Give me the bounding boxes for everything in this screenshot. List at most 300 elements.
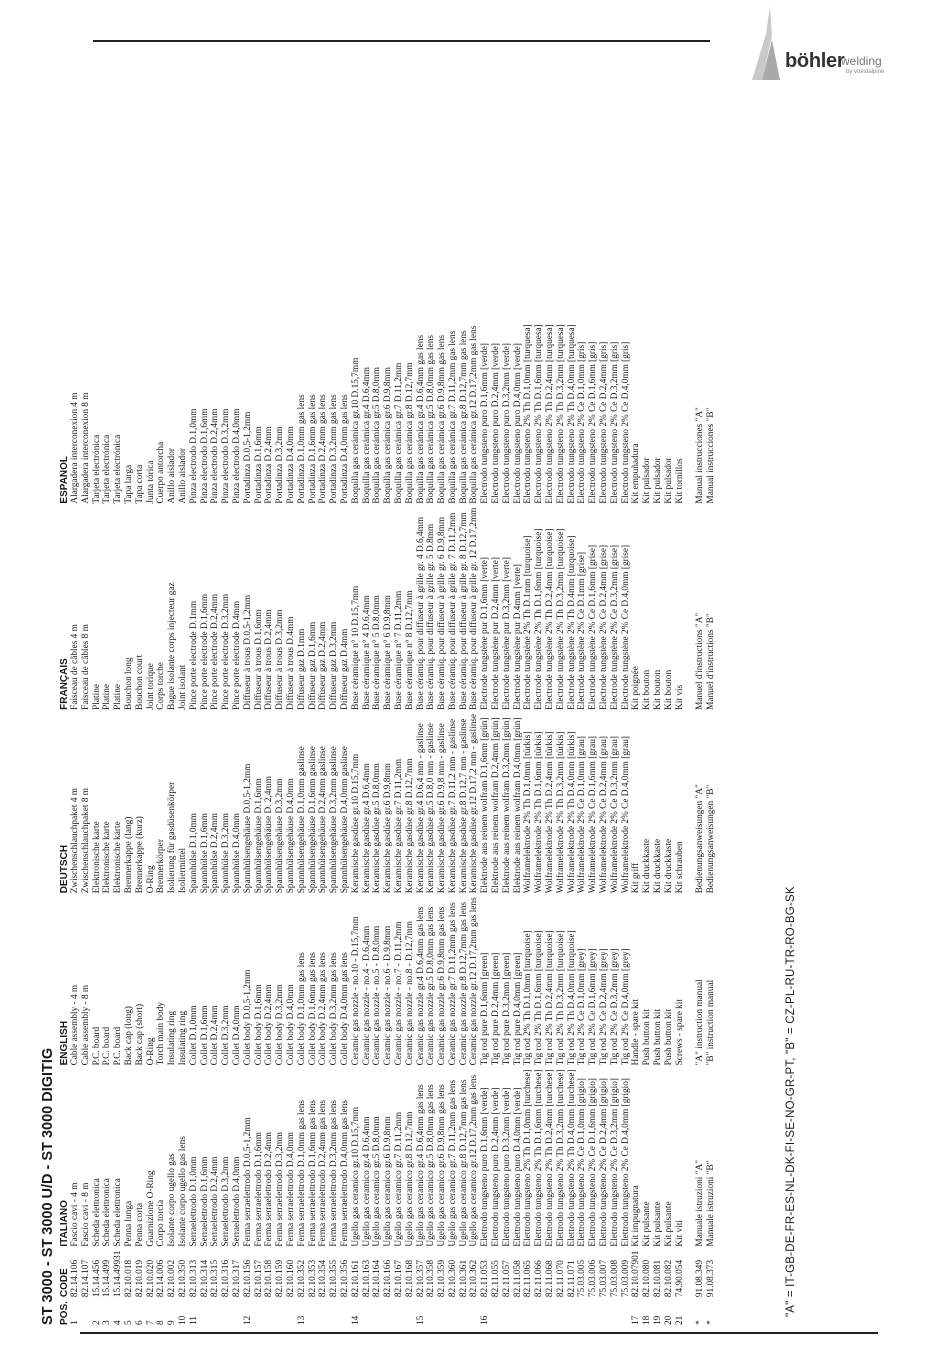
pos-cell: 17 — [631, 1315, 642, 1325]
francais-cell: Buse céramiq. pour diffuseur à grille gr. 7 D.11,2mm — [447, 512, 458, 710]
deutsch-cell: Keramische gasdüse gr.4 D.6,4 mm - gaslinse — [415, 723, 426, 894]
francais-cell: Buse céramique n° 6 D.9,8mm — [383, 595, 394, 710]
francais-cell: Electrode tungstène 2% Ce D.1mm [grise] — [577, 551, 588, 710]
table-row — [545, 320, 556, 1325]
francais-cell: Faisceau de câbles 4 m — [70, 624, 80, 710]
table-row — [221, 320, 232, 1325]
table-row — [416, 320, 427, 1325]
english-cell: Cable assembly - 8 m — [80, 984, 91, 1066]
francais-cell: Platine — [102, 684, 113, 710]
code-cell: 82.10.082 — [663, 1259, 674, 1298]
francais-cell: Buse céramiq. pour diffuseur à grille gr. 4 D.6,4mm — [415, 516, 426, 710]
column-header-pos: POS. — [59, 1301, 70, 1325]
pos-cell — [577, 1297, 588, 1325]
table-spacer-row — [685, 320, 695, 1325]
italiano-cell: Ferma serraelettrodo D.2,4mm — [264, 1131, 275, 1247]
code-cell: 82.10.156 — [242, 1259, 253, 1298]
deutsch-cell: Zwischenschlauchpaket 8 m — [80, 787, 91, 894]
francais-cell: Electrode tungstène 2% Ce D.2,4mm [grise] — [599, 544, 610, 710]
english-cell: Tig rod 2% Th D.3,2mm [turquoise] — [555, 930, 566, 1066]
deutsch-cell: Elektronische karte — [102, 821, 113, 894]
table-row — [81, 320, 92, 1325]
espanol-cell: Portadinza D.2,4mm — [264, 426, 275, 504]
english-cell: "A" instruction manual — [695, 979, 706, 1066]
deutsch-cell: Spannhülsengehäuse D.4,0mm gaslinse — [339, 746, 350, 894]
francais-cell: Electrode tungstène 2% Ce D.3,2mm [grise] — [609, 544, 620, 710]
english-cell: Ceramic gas nozzle - no.8 - D.12,7mm — [404, 921, 415, 1066]
english-cell: Tig rod 2% Ce D.3,2mm [grey] — [609, 948, 620, 1066]
espanol-cell: Boquilla gas cerámica gr.4 D.6,4mm gas lens — [415, 334, 426, 504]
deutsch-cell: Wolframelektrode 2% Ce D.2,4mm [grau] — [599, 736, 610, 894]
language-legend-note: "A" = IT-GB-DE-FR-ES-NL-DK-FI-SE-NO-GR-PT, "B" = CZ-PL-RU-TR-RO-BG-SK — [785, 886, 797, 1317]
espanol-cell: Electrodo tungsteno 2% Ce D.2,4mm [gris] — [599, 341, 610, 504]
pos-cell — [459, 1297, 470, 1325]
francais-cell: Faisceau de câbles 8 m — [80, 624, 91, 710]
table-row — [502, 320, 513, 1325]
logo-mark-icon — [744, 6, 784, 82]
deutsch-cell: Wolframelektrode 2% Ce D.1,6mm [grau] — [588, 736, 599, 894]
code-cell: 82.10.158 — [264, 1259, 275, 1298]
pos-cell — [567, 1297, 578, 1325]
pos-cell: 15 — [415, 1315, 426, 1325]
pos-cell — [200, 1297, 211, 1325]
pos-cell — [502, 1297, 513, 1325]
english-cell: Tig rod 2% Th D.1,0mm [turquoise] — [523, 930, 534, 1066]
table-row — [556, 320, 567, 1325]
francais-cell: Joint isolant — [177, 664, 188, 710]
code-cell: 82.10.352 — [296, 1259, 307, 1298]
espanol-cell: Pinza electrodo D.4,0mm — [231, 408, 242, 504]
english-cell: Tig rod 2% Ce D.4,0mm [grey] — [620, 948, 631, 1066]
italiano-cell: Isolante corpo ugello gas lens — [177, 1136, 188, 1247]
francais-cell: Buse céramique n° 8 D.12,7mm — [404, 590, 415, 710]
italiano-cell: Kit pulsante — [642, 1201, 653, 1247]
table-row — [113, 320, 124, 1325]
italiano-cell: Ferma serraelettrodo D.1,0mm gas lens — [296, 1099, 307, 1247]
table-row — [232, 320, 243, 1325]
code-cell: 74.90.054 — [674, 1259, 685, 1298]
deutsch-cell: Brennerkörper — [156, 839, 167, 894]
espanol-cell: Cuerpo antorcha — [156, 441, 167, 504]
espanol-cell: Tapa larga — [123, 464, 134, 504]
english-cell: Tig rod 2% Th D.4,0mm [turquoise] — [566, 930, 577, 1066]
table-row — [437, 320, 448, 1325]
english-cell: Collet body D.2,4mm gas lens — [318, 952, 329, 1066]
italiano-cell: Serraelettrodo D.1,0mm — [188, 1156, 199, 1247]
deutsch-cell: Keramische gasdüse gr.4 D.6,4mm — [361, 763, 372, 894]
deutsch-cell: Wolframelektrode 2% Ce D.3,2mm [grau] — [609, 736, 620, 894]
column-header-code: CODE — [59, 1268, 70, 1298]
francais-cell: Pince porte electrode D.1,6mm — [199, 593, 210, 710]
deutsch-cell: Keramische gasdüse gr.7 D.11,2 mm - gaslinse — [447, 718, 458, 894]
espanol-cell: Boquilla gas cerámica gr.12 D.17,2mm gas lens — [469, 325, 480, 504]
table-row — [156, 320, 167, 1325]
english-cell: Push button kit — [653, 1009, 664, 1066]
table-row — [297, 320, 308, 1325]
pos-cell — [264, 1297, 275, 1325]
pos-cell — [534, 1297, 545, 1325]
espanol-cell: Tarjeta electrónica — [102, 434, 113, 504]
francais-cell: Diffuseur à trous D.3,2mm — [275, 609, 286, 710]
espanol-cell: Boquilla gas cerámica gr.8 D.12,7mm gas lens — [458, 330, 469, 504]
column-header-italiano: ITALIANO — [59, 1200, 70, 1247]
deutsch-cell: Keramische gasdüse gr.8 D.12,7mm — [404, 758, 415, 894]
francais-cell: Diffuseur gaz D.1,6mm — [307, 621, 318, 710]
code-cell: 82.10.159 — [275, 1259, 286, 1298]
espanol-cell: Portadinza D.2,4mm gas lens — [318, 394, 329, 504]
code-cell: 82.11.068 — [545, 1260, 556, 1298]
english-cell: Collet D.2,4mm — [210, 1005, 221, 1066]
code-cell: 82.10.354 — [318, 1259, 329, 1298]
italiano-cell: Ferma serraelettrodo D.4,0mm gas lens — [339, 1099, 350, 1247]
table-row — [491, 320, 502, 1325]
code-cell: 82.10.355 — [329, 1259, 340, 1298]
pos-cell: 12 — [242, 1315, 253, 1325]
italiano-cell: Elettrodo tungsteno 2% Th D.4,0mm [turchese] — [566, 1069, 577, 1247]
francais-cell: Diffuseur à trous D.4mm — [285, 616, 296, 710]
deutsch-cell: Keramische gasdüse gr.5 D.8,0 mm - gaslinse — [426, 723, 437, 894]
rotated-page-content — [40, 85, 910, 1325]
italiano-cell: Scheda elettronica — [113, 1178, 124, 1247]
code-cell: 82.11.065 — [523, 1260, 534, 1298]
espanol-cell: Anillo aislador — [177, 448, 188, 504]
code-cell: 75.03.008 — [609, 1259, 620, 1298]
deutsch-cell: Spannhülsengehäuse D.4,0mm — [285, 778, 296, 894]
italiano-cell: Penna corta — [134, 1202, 145, 1247]
english-cell: Collet body D.4,0mm gas lens — [339, 952, 350, 1066]
pos-cell: 10 — [177, 1315, 188, 1325]
deutsch-cell: Elektrode aus reinem wolfram D.1,6mm [grün] — [480, 717, 491, 894]
english-cell: Ceramic gas nozzle gr.8 D.12,7mm gas lens — [458, 901, 469, 1066]
espanol-cell: Pinza electrodo D.2,4mm — [210, 408, 221, 504]
italiano-cell: Serraelettrodo D.1,6mm — [199, 1156, 210, 1247]
francais-cell: Buse céramique n° 10 D.15,7mm — [350, 585, 361, 710]
espanol-cell: Portadinza D.1,0mm gas lens — [296, 394, 307, 504]
deutsch-cell: Spannhülse D.4,0mm — [231, 812, 242, 894]
espanol-cell: Pinza electrodo D.1,6mm — [199, 408, 210, 504]
pos-cell: * — [695, 1320, 706, 1325]
italiano-cell: Ugello gas ceramico gr.4 D.6,4mm — [361, 1116, 372, 1247]
code-cell: 82.10.019 — [134, 1259, 145, 1298]
deutsch-cell: Spannhülsengehäuse D.3,2mm gaslinse — [329, 746, 340, 894]
code-cell: 82.10.317 — [231, 1259, 242, 1298]
italiano-cell: Ferma serraelettrodo D.3,2mm — [275, 1131, 286, 1247]
english-cell: Ceramic gas nozzle - no.5 - D.8,0mm — [372, 925, 383, 1066]
espanol-cell: Electrodo tungsteno puro D.2,4mm [verde] — [491, 342, 502, 504]
table-row — [459, 320, 470, 1325]
pos-cell — [491, 1297, 502, 1325]
code-cell: 82.10.081 — [653, 1259, 664, 1298]
pos-cell — [221, 1297, 232, 1325]
logo-brand: böhler — [785, 50, 845, 72]
italiano-cell: Elettrodo tungsteno 2% Th D.1,6mm [turchese] — [534, 1069, 545, 1247]
table-row — [448, 320, 459, 1325]
espanol-cell: Portadinza D.3,2mm — [275, 426, 286, 504]
pos-cell: 21 — [674, 1315, 685, 1325]
logo-suffix: welding — [841, 54, 882, 68]
column-header-espanol: ESPAÑOL — [59, 455, 70, 504]
italiano-cell: Ferma serraelettrodo D.3,2mm gas lens — [329, 1099, 340, 1247]
espanol-cell: Portadinza D.1,6mm gas lens — [307, 394, 318, 504]
english-cell: Ceramic gas nozzle - no.6 - D.9,8mm — [383, 925, 394, 1066]
pos-cell: 13 — [296, 1315, 307, 1325]
english-cell: Back cap (long) — [123, 1006, 134, 1066]
francais-cell: Buse céramiq. pour diffuseur à grille gr. 8 D.12,7mm — [458, 512, 469, 710]
pos-cell: 6 — [134, 1320, 145, 1325]
espanol-cell: Boquilla gas cerámica gr.6 D.9,8mm gas lens — [437, 334, 448, 504]
table-row — [264, 320, 275, 1325]
english-cell: Handle - spare kit — [631, 999, 642, 1066]
italiano-cell: Ferma serraelettrodo D.0,5-1,2mm — [242, 1117, 253, 1247]
table-row — [329, 320, 340, 1325]
code-cell: 75.03.007 — [599, 1259, 610, 1298]
english-cell: Tig rod 2% Ce D.1,0mm [grey] — [577, 948, 588, 1066]
deutsch-cell: Zwischenschlauchpaket 4 m — [70, 787, 80, 894]
code-cell: 75.03.006 — [588, 1259, 599, 1298]
english-cell: Tig rod pure D.1,6mm [green] — [480, 952, 491, 1066]
deutsch-cell: Wolframelektrode 2% Th D.3,2mm [türkis] — [555, 731, 566, 894]
pos-cell — [556, 1297, 567, 1325]
italiano-cell: Ugello gas ceramico gr.10 D.15,7mm — [350, 1106, 361, 1247]
code-cell: 82.14.006 — [156, 1259, 167, 1298]
deutsch-cell: Spannhülse D.1,6mm — [199, 812, 210, 894]
francais-cell: Diffuseur gaz D.2,4mm — [318, 621, 329, 710]
table-row — [351, 320, 362, 1325]
column-header-english: ENGLISH — [59, 1020, 70, 1066]
deutsch-cell: Elektrode aus reinem wolfram D.3,2mm [grün] — [501, 717, 512, 894]
code-cell: 75.03.005 — [577, 1259, 588, 1298]
pos-cell — [210, 1297, 221, 1325]
english-cell: "B" instruction manual — [706, 979, 717, 1066]
code-cell: 82.10.163 — [361, 1259, 372, 1298]
english-cell: Collet body D.1,6mm — [253, 984, 264, 1066]
francais-cell: Électrode tungstène 2% Th D.1,6mm [turquoise] — [534, 528, 545, 710]
pos-cell — [362, 1297, 373, 1325]
english-cell: Tig rod pure D.4,0mm [green] — [512, 952, 523, 1066]
espanol-cell: Boquilla gas cerámica gr.5 D.8,0mm gas lens — [426, 334, 437, 504]
italiano-cell: Ugello gas ceramico gr.4 D.6,4mm gas lens — [415, 1084, 426, 1247]
espanol-cell: Electrodo tungsteno 2% Th D.1,6mm [turquesa] — [534, 324, 545, 504]
table-row — [318, 320, 329, 1325]
deutsch-cell: Spannhülsengehäuse D.2,4mm gaslinse — [318, 746, 329, 894]
code-cell: 15.14.456 — [91, 1259, 102, 1298]
francais-cell: Kit vis — [674, 684, 685, 710]
english-cell: Collet body D.3,2mm gas lens — [329, 952, 340, 1066]
francais-cell: Bouchon court — [134, 654, 145, 710]
francais-cell: Buse céramique n° 5 D.8,0mm — [372, 595, 383, 710]
code-cell: 82.11.053 — [480, 1260, 491, 1298]
code-cell: 82.10.167 — [393, 1259, 404, 1298]
table-row — [308, 320, 319, 1325]
italiano-cell: Scheda elettronica — [91, 1178, 102, 1247]
logo-subtitle: by voestalpine — [846, 69, 885, 75]
francais-cell: Bouchon long — [123, 657, 134, 710]
english-cell: O-Ring — [145, 1037, 156, 1066]
code-cell: 82.10.166 — [383, 1259, 394, 1298]
english-cell: Screws - spare kit — [674, 999, 685, 1066]
english-cell: Ceramic gas nozzle gr.4 D.6,4mm gas lens — [415, 906, 426, 1066]
pos-cell — [340, 1297, 351, 1325]
italiano-cell: Ugello gas ceramico gr.8 D.12,7mm — [404, 1111, 415, 1247]
english-cell: Collet D.1,0mm — [188, 1005, 199, 1066]
deutsch-cell: Spannhülsengehäuse D.1,6mm gaslinse — [307, 746, 318, 894]
table-body — [70, 320, 717, 1325]
pos-cell — [437, 1297, 448, 1325]
italiano-cell: Ugello gas ceramico gr.5 D.8,0mm — [372, 1116, 383, 1247]
code-cell: 82.10.018 — [123, 1259, 134, 1298]
francais-cell: Kit poignée — [631, 666, 642, 710]
pos-cell — [599, 1297, 610, 1325]
table-row — [642, 320, 653, 1325]
code-cell: 82.10.350 — [177, 1259, 188, 1298]
francais-cell: Kit bouton — [663, 669, 674, 710]
english-cell: Tig rod pure D.2,4mm [green] — [491, 952, 502, 1066]
deutsch-cell: Wolframelektrode 2% Th D.1,6mm [türkis] — [534, 731, 545, 894]
code-cell: 82.10.164 — [372, 1259, 383, 1298]
english-cell: Ceramic gas nozzle - no.10 - D.15,7mm — [350, 916, 361, 1066]
code-cell: 82.10.361 — [458, 1259, 469, 1298]
pos-cell: * — [706, 1320, 717, 1325]
table-row — [653, 320, 664, 1325]
deutsch-cell: Kit schrauben — [674, 841, 685, 894]
pos-cell — [448, 1297, 459, 1325]
deutsch-cell: Spannhülsengehäuse D.1,0mm gaslinse — [296, 746, 307, 894]
english-cell: Push button kit — [663, 1009, 674, 1066]
espanol-cell: Electrodo tungsteno puro D.4,0mm [verde] — [512, 342, 523, 504]
espanol-cell: Manual instrucciones "A" — [695, 407, 706, 504]
page-title: ST 3000 - ST 3000 U/D - ST 3000 DIGITIG — [40, 1047, 56, 1325]
francais-cell: Diffuseur gaz D.1mm — [296, 628, 307, 710]
francais-cell: Platine — [113, 684, 124, 710]
code-cell: 82.11.071 — [566, 1260, 577, 1298]
english-cell: Collet body D.0,5-1,2mm — [242, 969, 253, 1066]
table-row — [695, 320, 706, 1325]
pos-cell — [254, 1297, 265, 1325]
espanol-cell: Kit pulsador — [663, 457, 674, 504]
francais-cell: Buse céramiq. pour diffuseur à grille gr. 12 D.17,2mm — [469, 507, 480, 710]
francais-cell: Électrode tungstène 2% Th D.4mm [turquoise] — [566, 535, 577, 710]
espanol-cell: Boquilla gas cerámica gr.4 D.6,4mm — [361, 366, 372, 504]
table-row — [167, 320, 178, 1325]
pos-cell — [610, 1297, 621, 1325]
pos-cell — [588, 1297, 599, 1325]
francais-cell: Corps torche — [156, 662, 167, 710]
francais-cell: Buse céramique n° 7 D.11,2mm — [393, 590, 404, 710]
italiano-cell: Ugello gas ceramico gr.6 D.9,8mm gas lens — [437, 1084, 448, 1247]
espanol-cell: Tarjeta electrónica — [91, 434, 102, 504]
deutsch-cell: Keramische gasdüse gr.12 D.17,2 mm - gaslinse — [469, 713, 480, 894]
espanol-cell: Boquilla gas cerámica gr.8 D.12,7mm — [404, 362, 415, 504]
pos-cell: 9 — [167, 1320, 178, 1325]
table-row — [146, 320, 157, 1325]
pos-cell: 7 — [145, 1320, 156, 1325]
top-rule — [93, 40, 710, 42]
english-cell: Tig rod 2% Ce D.1,6mm [grey] — [588, 948, 599, 1066]
francais-cell: Diffuseur à trous D.2,4mm — [264, 609, 275, 710]
italiano-cell: Serraelettrodo D.3,2mm — [221, 1156, 232, 1247]
italiano-cell: Kit pulsante — [663, 1201, 674, 1247]
pos-cell — [405, 1297, 416, 1325]
pos-cell — [513, 1297, 524, 1325]
table-row — [588, 320, 599, 1325]
code-cell: 91.08.373 — [706, 1259, 717, 1298]
italiano-cell: Fascio cavi - 4 m — [70, 1182, 80, 1247]
deutsch-cell: Spannhülse D.2,4mm — [210, 812, 221, 894]
deutsch-cell: Keramische gasdüse gr.6 D.9,8mm — [383, 763, 394, 894]
table-row — [70, 320, 81, 1325]
espanol-cell: Boquilla gas cerámica gr.10 D.15,7mm — [350, 357, 361, 504]
italiano-cell: Elettrodo tungsteno 2% Ce D.1,6mm [grigio] — [588, 1077, 599, 1247]
espanol-cell: Portadinza D.4,0mm gas lens — [339, 394, 350, 504]
code-cell: 82.10.002 — [167, 1259, 178, 1298]
italiano-cell: Ugello gas ceramico gr.6 D.9,8mm — [383, 1116, 394, 1247]
code-cell: 82.10.313 — [188, 1259, 199, 1298]
code-cell: 82.11.058 — [512, 1260, 523, 1298]
pos-cell — [308, 1297, 319, 1325]
francais-cell: Electrode tungstène 2% Ce D.1,6mm [grise] — [588, 544, 599, 710]
deutsch-cell: Elektrode aus reinem wolfram D.4,0mm [grün] — [512, 717, 523, 894]
francais-cell: Joint torique — [145, 663, 156, 710]
deutsch-cell: Spannhülsengehäuse D.3,2mm — [275, 778, 286, 894]
italiano-cell: Elettrodo tungsteno puro D.2,4mm [verde] — [491, 1087, 502, 1247]
pos-cell: 14 — [350, 1315, 361, 1325]
code-cell: 82.10.020 — [145, 1259, 156, 1298]
english-cell: Push button kit — [642, 1009, 653, 1066]
italiano-cell: Corpo torcia — [156, 1199, 167, 1247]
espanol-cell: Anillo aislador — [167, 448, 178, 504]
pos-cell: 5 — [123, 1320, 134, 1325]
english-cell: Collet body D.3,2mm — [275, 984, 286, 1066]
code-cell: 82.10.315 — [210, 1259, 221, 1298]
table-row — [394, 320, 405, 1325]
pos-cell: 3 — [102, 1320, 113, 1325]
column-header-deutsch: DEUTSCH — [59, 844, 70, 894]
deutsch-cell: Kit druckkaste — [653, 838, 664, 894]
code-cell: 82.10.316 — [221, 1259, 232, 1298]
espanol-cell: Pinza electrodo D.3,2mm — [221, 408, 232, 504]
table-row — [124, 320, 135, 1325]
english-cell: Ceramic gas nozzle - no.4 - D.6,4mm — [361, 925, 372, 1066]
italiano-cell: Elettrodo tungsteno 2% Ce D.2,4mm [grigio] — [599, 1077, 610, 1247]
italiano-cell: Serraelettrodo D.2,4mm — [210, 1156, 221, 1247]
espanol-cell: Boquilla gas cerámica gr.7 D.11,2mm — [393, 362, 404, 504]
italiano-cell: Kit impugnatura — [631, 1185, 642, 1247]
francais-cell: Kit bouton — [642, 669, 653, 710]
francais-cell: Électrode tungstène 2% Th D.3,2mm [turquoise] — [555, 528, 566, 710]
table-row — [383, 320, 394, 1325]
pos-cell — [523, 1297, 534, 1325]
espanol-cell: Kit pulsador — [642, 457, 653, 504]
francais-cell: Buse céramiq. pour diffuseur à grille gr. 6 D.9,8mm — [437, 516, 448, 710]
deutsch-cell: Elektronische karte — [113, 821, 124, 894]
italiano-cell: Manuale istruzioni "A" — [695, 1160, 706, 1247]
francais-cell: Buse céramique n° 4 D.6,4mm — [361, 595, 372, 710]
english-cell: P.C. board — [91, 1026, 102, 1066]
deutsch-cell: Isoliermittel — [177, 847, 188, 894]
pos-cell: 16 — [480, 1315, 491, 1325]
pos-cell — [286, 1297, 297, 1325]
deutsch-cell: Brennerkappe (kurz) — [134, 816, 145, 894]
code-cell: 82.10.168 — [404, 1259, 415, 1298]
code-cell: 82.10.160 — [285, 1259, 296, 1298]
table-row — [480, 320, 491, 1325]
pos-cell — [426, 1297, 437, 1325]
italiano-cell: Elettrodo tungsteno 2% Th D.1,0mm [turchese] — [523, 1069, 534, 1247]
english-cell: Collet body D.1,0mm gas lens — [296, 952, 307, 1066]
english-cell: Tig rod 2% Ce D.2,4mm [grey] — [599, 948, 610, 1066]
english-cell: Insulating ring — [167, 1010, 178, 1066]
table-row — [664, 320, 675, 1325]
